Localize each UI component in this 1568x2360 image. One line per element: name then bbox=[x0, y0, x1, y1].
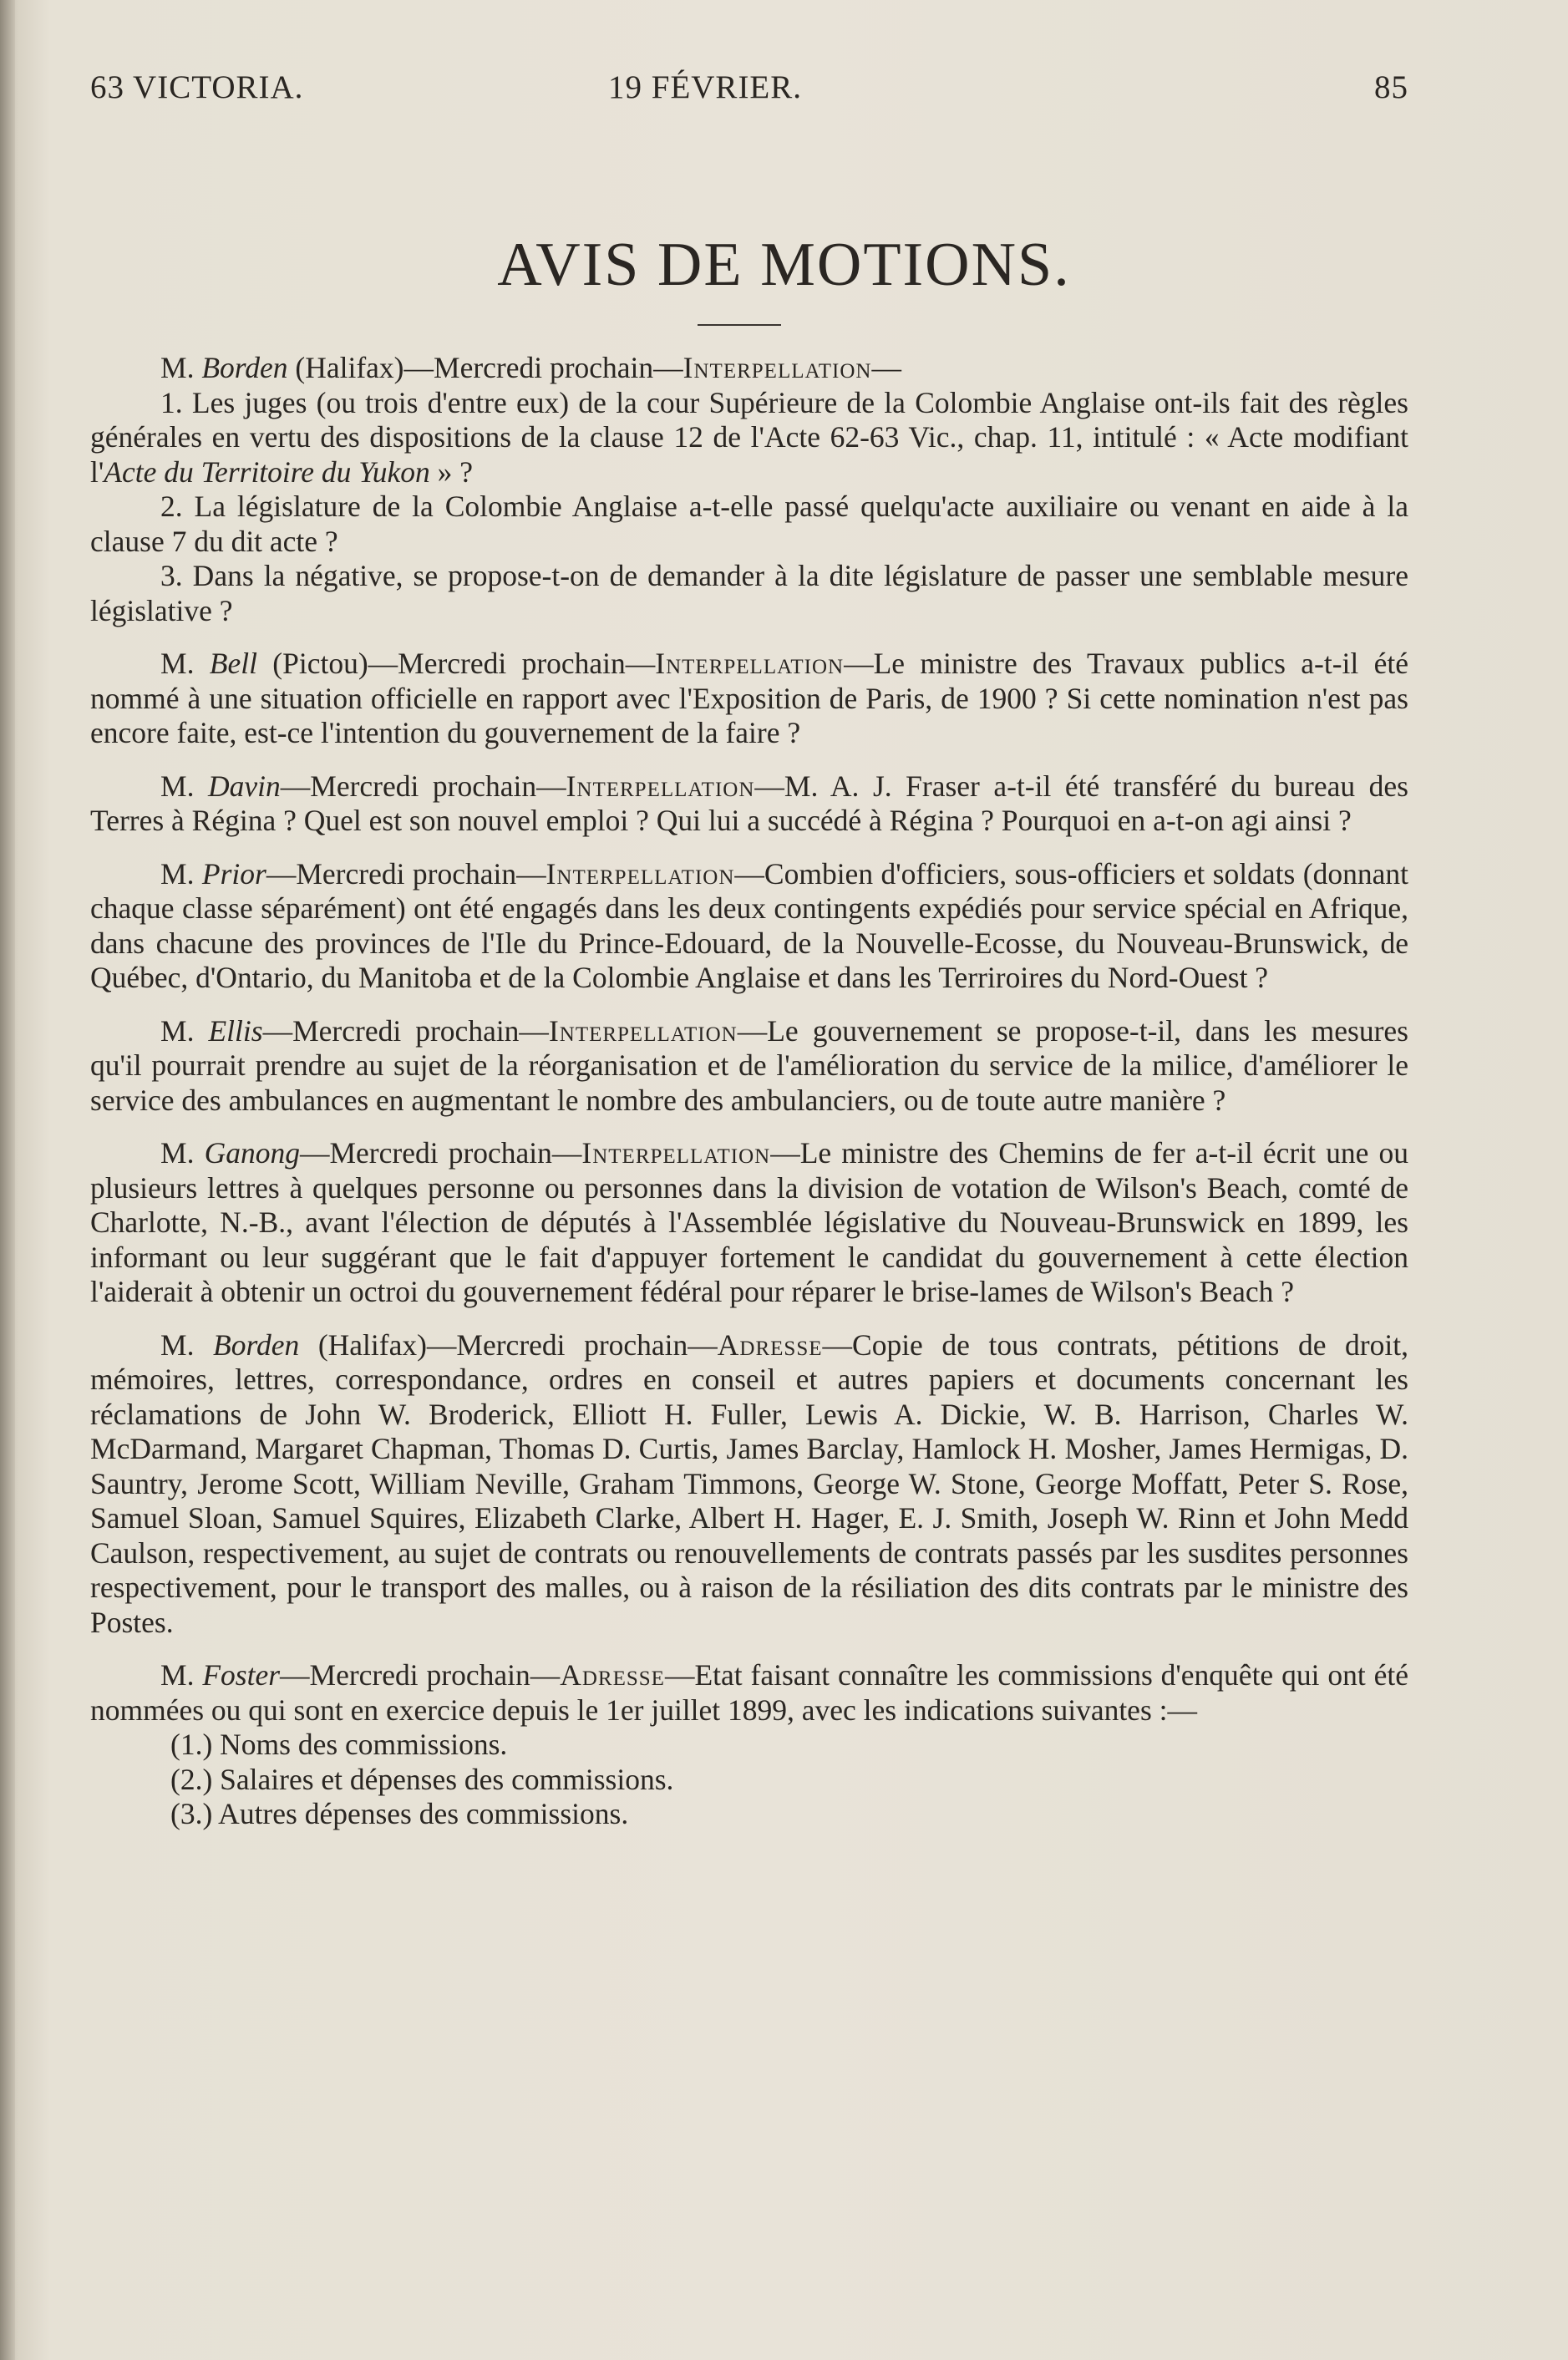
motion-ganong: M. Ganong—Mercredi prochain—Interpellation—Le ministre des Chemins de fer a-t-il écrit une ou plusieurs lettres à quelques personne ou personnes dans la division de votation de Wilson's Beach, comté de Charlotte, N.-B., avant l'élection de députés à l'Assemblée législative du Nouveau-Brunswick en 1899, les informant ou leur suggérant que le fait d'appuyer fortement le candidat du gouvernement à cette élection l'aiderait à obtenir un octroi du gouvernement fédéral pour réparer le brise-lames de Wilson's Beach ? bbox=[90, 1136, 1408, 1308]
motions-body bbox=[90, 351, 1408, 1832]
member-name: Prior bbox=[201, 856, 266, 891]
member-name: Foster bbox=[202, 1658, 281, 1692]
motion-type: Interpellation bbox=[546, 856, 735, 891]
header-date: 19 FÉVRIER. bbox=[608, 69, 803, 105]
motion-bell: M. Bell (Pictou)—Mercredi prochain—Interpellation—Le ministre des Travaux publics a-t-il été nommé à une situation officielle en rapport avec l'Exposition de Paris, de 1900 ? Si cette nomination n'est pas encore faite, est-ce l'intention du gouvernement de la faire ? bbox=[90, 647, 1408, 749]
motion-ellis: M. Ellis—Mercredi prochain—Interpellation—Le gouvernement se propose-t-il, dans les mesures qu'il pourrait prendre au sujet de la réorganisation et de l'amélioration du service de la milice, d'améliorer le service des ambulances en augmentant le nombre des ambulanciers, ou de toute autre manière ? bbox=[90, 1013, 1408, 1117]
page-title: AVIS DE MOTIONS. bbox=[497, 231, 1071, 299]
title-rule bbox=[698, 324, 781, 326]
motion-type: Interpellation bbox=[566, 769, 755, 803]
member-name: Ganong bbox=[204, 1136, 300, 1170]
list-item: (1.) Noms des commissions. bbox=[170, 1728, 508, 1761]
header-session: 63 VICTORIA. bbox=[90, 69, 304, 105]
question-1: 1. Les juges (ou trois d'entre eux) de la cour Supérieure de la Colombie Anglaise ont-ils fait des règles générales en vertu des dispositions de la clause 12 de l'Acte 62-63 Vic., chap. 11, intitulé : « Acte modifiant l'Acte du Territoire du Yukon » ? bbox=[90, 385, 1408, 489]
list-item: (2.) Salaires et dépenses des commissions. bbox=[170, 1762, 674, 1796]
question-2: 2. La législature de la Colombie Anglaise a-t-elle passé quelqu'acte auxiliaire ou venant en aide à la clause 7 du dit acte ? bbox=[90, 490, 1408, 558]
motion-type: Adresse bbox=[560, 1658, 665, 1692]
motion-davin: M. Davin—Mercredi prochain—Interpellation—M. A. J. Fraser a-t-il été transféré du bureau des Terres à Régina ? Quel est son nouvel emploi ? Qui lui a succédé à Régina ? Pourquoi en a-t-on agi ainsi ? bbox=[90, 769, 1408, 837]
motion-borden-interpellation: M. Borden (Halifax)—Mercredi prochain—Interpellation— bbox=[160, 351, 901, 384]
motion-foster: M. Foster—Mercredi prochain—Adresse—Etat faisant connaître les commissions d'enquête qui ont été nommées ou qui sont en exercice depuis le 1er juillet 1899, avec les indications suivantes :— bbox=[90, 1658, 1408, 1727]
header-page-number: 85 bbox=[1374, 69, 1408, 105]
act-title: Acte du Territoire du Yukon bbox=[104, 454, 430, 489]
member-name: Borden bbox=[201, 351, 288, 384]
motion-type: Interpellation bbox=[548, 1013, 738, 1048]
motion-type: Interpellation bbox=[581, 1136, 771, 1170]
motion-type: Interpellation bbox=[655, 647, 845, 680]
running-header bbox=[90, 69, 1408, 110]
member-name: Borden bbox=[213, 1327, 300, 1362]
member-name: Davin bbox=[207, 769, 281, 803]
question-3: 3. Dans la négative, se propose-t-on de demander à la dite législature de passer une semblable mesure législative ? bbox=[90, 559, 1408, 627]
list-item: (3.) Autres dépenses des commissions. bbox=[170, 1797, 629, 1830]
motion-type: Interpellation bbox=[683, 351, 872, 384]
member-name: Ellis bbox=[208, 1013, 263, 1048]
motion-type: Adresse bbox=[717, 1327, 823, 1362]
member-name: Bell bbox=[209, 647, 257, 680]
motion-prior: M. Prior—Mercredi prochain—Interpellation—Combien d'officiers, sous-officiers et soldats (donnant chaque classe séparément) ont été engagés dans les deux contingents expédiés pour service spécial en Afrique, dans chacune des provinces de l'Ile du Prince-Edouard, de la Nouvelle-Ecosse, du Nouveau-Brunswick, de Québec, d'Ontario, du Manitoba et de la Colombie Anglaise et dans les Terriroires du Nord-Ouest ? bbox=[90, 856, 1408, 994]
motion-borden-adresse: M. Borden (Halifax)—Mercredi prochain—Adresse—Copie de tous contrats, pétitions de droit, mémoires, lettres, correspondance, ordres en conseil et autres papiers et documents concernant les réclamations de John W. Broderick, Elliott H. Fuller, Lewis A. Dickie, W. B. Harrison, Charles W. McDarmand, Margaret Chapman, Thomas D. Curtis, James Barclay, Hamlock H. Mosher, James Hermigas, D. Sauntry, Jerome Scott, William Neville, Graham Timmons, George W. Stone, George Moffatt, Peter S. Rose, Samuel Sloan, Samuel Squires, Elizabeth Clarke, Albert H. Hager, E. J. Smith, Joseph W. Rinn et John Medd Caulson, respectivement, au sujet de contrats ou renouvellements de contrats passés par les susdites personnes respectivement, pour le transport des malles, ou à raison de la résiliation des dits contrats par le ministre des Postes. bbox=[90, 1327, 1408, 1639]
page-binding-edge bbox=[0, 0, 15, 2360]
